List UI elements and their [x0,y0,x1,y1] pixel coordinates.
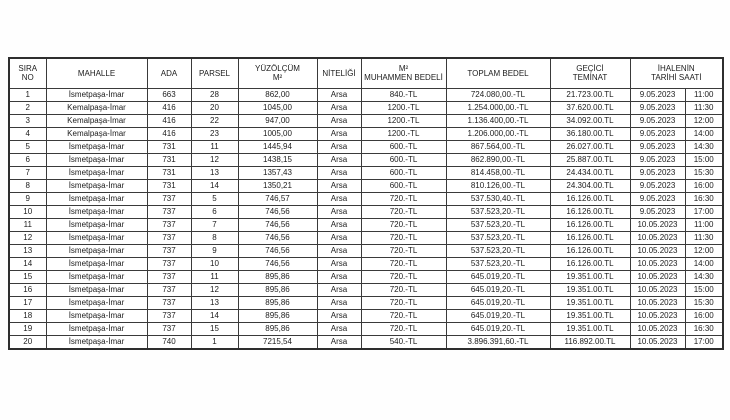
cell-yuzolcum-m2: 746,56 [238,257,317,270]
cell-sira-no: 6 [9,153,46,166]
cell-parsel: 13 [191,166,238,179]
cell-niteligi: Arsa [317,322,361,335]
cell-ihale-tarihi: 10.05.2023 [630,296,685,309]
cell-mahalle: Kemalpaşa-İmar [46,114,147,127]
cell-m2-muhammen-bedeli: 600.-TL [361,179,446,192]
cell-yuzolcum-m2: 895,86 [238,309,317,322]
cell-niteligi: Arsa [317,257,361,270]
cell-gecici-teminat: 19.351.00.TL [550,296,630,309]
cell-gecici-teminat: 16.126.00.TL [550,218,630,231]
cell-m2-muhammen-bedeli: 600.-TL [361,166,446,179]
cell-mahalle: İsmetpaşa-İmar [46,296,147,309]
header-toplam-bedel: TOPLAM BEDEL [446,58,550,88]
cell-ada: 737 [147,296,191,309]
cell-parsel: 15 [191,322,238,335]
cell-sira-no: 1 [9,88,46,101]
cell-ihale-saati: 16:30 [685,192,723,205]
table-row [9,101,723,114]
cell-ada: 740 [147,335,191,349]
cell-ihale-saati: 15:30 [685,296,723,309]
cell-m2-muhammen-bedeli: 720.-TL [361,296,446,309]
cell-ihale-tarihi: 10.05.2023 [630,218,685,231]
cell-m2-muhammen-bedeli: 720.-TL [361,283,446,296]
cell-sira-no: 14 [9,257,46,270]
table-row [9,218,723,231]
cell-yuzolcum-m2: 947,00 [238,114,317,127]
cell-toplam-bedel: 862.890,00.-TL [446,153,550,166]
cell-toplam-bedel: 645.019,20.-TL [446,309,550,322]
cell-ihale-saati: 11:30 [685,101,723,114]
cell-m2-muhammen-bedeli: 1200.-TL [361,127,446,140]
cell-ihale-tarihi: 10.05.2023 [630,309,685,322]
cell-yuzolcum-m2: 7215,54 [238,335,317,349]
cell-toplam-bedel: 645.019,20.-TL [446,270,550,283]
cell-mahalle: İsmetpaşa-İmar [46,205,147,218]
cell-m2-muhammen-bedeli: 720.-TL [361,231,446,244]
cell-ihale-saati: 15:00 [685,153,723,166]
cell-parsel: 22 [191,114,238,127]
cell-ada: 731 [147,179,191,192]
cell-gecici-teminat: 36.180.00.TL [550,127,630,140]
cell-mahalle: İsmetpaşa-İmar [46,335,147,349]
cell-niteligi: Arsa [317,218,361,231]
cell-ihale-saati: 17:00 [685,335,723,349]
cell-m2-muhammen-bedeli: 720.-TL [361,192,446,205]
cell-ihale-saati: 15:00 [685,283,723,296]
cell-gecici-teminat: 16.126.00.TL [550,205,630,218]
header-mahalle: MAHALLE [46,58,147,88]
cell-mahalle: İsmetpaşa-İmar [46,257,147,270]
cell-ihale-tarihi: 10.05.2023 [630,257,685,270]
cell-parsel: 12 [191,283,238,296]
cell-ihale-saati: 17:00 [685,205,723,218]
cell-ada: 416 [147,101,191,114]
cell-mahalle: Kemalpaşa-İmar [46,127,147,140]
cell-yuzolcum-m2: 895,86 [238,270,317,283]
cell-ada: 737 [147,231,191,244]
auction-table [8,57,724,350]
cell-m2-muhammen-bedeli: 540.-TL [361,335,446,349]
cell-niteligi: Arsa [317,179,361,192]
cell-gecici-teminat: 16.126.00.TL [550,192,630,205]
cell-ada: 737 [147,309,191,322]
cell-yuzolcum-m2: 1438,15 [238,153,317,166]
cell-ada: 416 [147,127,191,140]
cell-gecici-teminat: 19.351.00.TL [550,270,630,283]
cell-yuzolcum-m2: 746,57 [238,192,317,205]
table-body [9,88,723,349]
cell-toplam-bedel: 867.564,00.-TL [446,140,550,153]
cell-niteligi: Arsa [317,335,361,349]
table-head [9,58,723,88]
cell-m2-muhammen-bedeli: 600.-TL [361,153,446,166]
cell-ihale-saati: 14:00 [685,257,723,270]
cell-mahalle: İsmetpaşa-İmar [46,166,147,179]
table-header-row [9,58,723,88]
cell-ihale-tarihi: 9.05.2023 [630,166,685,179]
cell-mahalle: İsmetpaşa-İmar [46,179,147,192]
cell-yuzolcum-m2: 895,86 [238,283,317,296]
cell-gecici-teminat: 19.351.00.TL [550,309,630,322]
cell-ihale-saati: 11:00 [685,218,723,231]
cell-yuzolcum-m2: 895,86 [238,296,317,309]
cell-niteligi: Arsa [317,153,361,166]
cell-sira-no: 13 [9,244,46,257]
cell-sira-no: 3 [9,114,46,127]
cell-mahalle: İsmetpaşa-İmar [46,270,147,283]
cell-parsel: 1 [191,335,238,349]
cell-m2-muhammen-bedeli: 1200.-TL [361,101,446,114]
table-row [9,296,723,309]
cell-mahalle: İsmetpaşa-İmar [46,218,147,231]
cell-mahalle: İsmetpaşa-İmar [46,192,147,205]
cell-gecici-teminat: 116.892.00.TL [550,335,630,349]
cell-ihale-tarihi: 9.05.2023 [630,127,685,140]
cell-yuzolcum-m2: 1350,21 [238,179,317,192]
cell-ihale-saati: 11:30 [685,231,723,244]
cell-ihale-tarihi: 10.05.2023 [630,322,685,335]
cell-mahalle: İsmetpaşa-İmar [46,244,147,257]
cell-toplam-bedel: 1.206.000,00.-TL [446,127,550,140]
cell-ada: 737 [147,257,191,270]
cell-m2-muhammen-bedeli: 720.-TL [361,270,446,283]
header-parsel: PARSEL [191,58,238,88]
cell-sira-no: 17 [9,296,46,309]
cell-parsel: 14 [191,309,238,322]
table-row [9,270,723,283]
cell-niteligi: Arsa [317,166,361,179]
cell-yuzolcum-m2: 895,86 [238,322,317,335]
table-row [9,140,723,153]
cell-mahalle: İsmetpaşa-İmar [46,153,147,166]
cell-niteligi: Arsa [317,283,361,296]
cell-gecici-teminat: 19.351.00.TL [550,283,630,296]
table-row [9,179,723,192]
cell-ihale-tarihi: 9.05.2023 [630,101,685,114]
cell-ihale-tarihi: 9.05.2023 [630,88,685,101]
cell-ada: 731 [147,166,191,179]
cell-parsel: 12 [191,153,238,166]
cell-ihale-tarihi: 9.05.2023 [630,114,685,127]
table-row [9,127,723,140]
cell-ihale-tarihi: 9.05.2023 [630,179,685,192]
table-row [9,322,723,335]
header-m2-muhammen-bedeli: M² MUHAMMEN BEDELİ [361,58,446,88]
cell-ihale-saati: 12:00 [685,114,723,127]
cell-m2-muhammen-bedeli: 1200.-TL [361,114,446,127]
cell-toplam-bedel: 537.523,20.-TL [446,231,550,244]
cell-m2-muhammen-bedeli: 720.-TL [361,322,446,335]
table-row [9,205,723,218]
cell-toplam-bedel: 645.019,20.-TL [446,322,550,335]
cell-yuzolcum-m2: 1357,43 [238,166,317,179]
cell-sira-no: 2 [9,101,46,114]
cell-niteligi: Arsa [317,231,361,244]
cell-parsel: 20 [191,101,238,114]
cell-ihale-tarihi: 9.05.2023 [630,153,685,166]
cell-ada: 416 [147,114,191,127]
cell-m2-muhammen-bedeli: 720.-TL [361,218,446,231]
cell-niteligi: Arsa [317,270,361,283]
table-row [9,114,723,127]
cell-ihale-tarihi: 10.05.2023 [630,335,685,349]
cell-ihale-saati: 11:00 [685,88,723,101]
cell-gecici-teminat: 16.126.00.TL [550,231,630,244]
table-row [9,309,723,322]
cell-ada: 731 [147,140,191,153]
cell-mahalle: Kemalpaşa-İmar [46,101,147,114]
cell-yuzolcum-m2: 1045,00 [238,101,317,114]
cell-ihale-saati: 14:00 [685,127,723,140]
cell-toplam-bedel: 537.523,20.-TL [446,244,550,257]
cell-toplam-bedel: 537.523,20.-TL [446,257,550,270]
cell-gecici-teminat: 16.126.00.TL [550,244,630,257]
cell-parsel: 5 [191,192,238,205]
cell-sira-no: 8 [9,179,46,192]
cell-mahalle: İsmetpaşa-İmar [46,309,147,322]
table-row [9,88,723,101]
cell-mahalle: İsmetpaşa-İmar [46,231,147,244]
cell-ihale-saati: 16:00 [685,179,723,192]
cell-gecici-teminat: 24.434.00.TL [550,166,630,179]
cell-parsel: 7 [191,218,238,231]
table-row [9,257,723,270]
cell-niteligi: Arsa [317,192,361,205]
cell-parsel: 6 [191,205,238,218]
cell-parsel: 11 [191,270,238,283]
cell-yuzolcum-m2: 746,56 [238,205,317,218]
cell-toplam-bedel: 724.080,00.-TL [446,88,550,101]
header-gecici-teminat: GEÇİCİ TEMİNAT [550,58,630,88]
cell-m2-muhammen-bedeli: 720.-TL [361,257,446,270]
cell-ihale-saati: 15:30 [685,166,723,179]
cell-toplam-bedel: 537.530,40.-TL [446,192,550,205]
cell-sira-no: 12 [9,231,46,244]
cell-parsel: 28 [191,88,238,101]
cell-yuzolcum-m2: 862,00 [238,88,317,101]
cell-ada: 737 [147,192,191,205]
cell-ada: 737 [147,218,191,231]
cell-toplam-bedel: 537.523,20.-TL [446,205,550,218]
cell-gecici-teminat: 21.723.00.TL [550,88,630,101]
table-row [9,335,723,349]
header-sira-no: SIRA NO [9,58,46,88]
table-row [9,283,723,296]
cell-sira-no: 20 [9,335,46,349]
cell-yuzolcum-m2: 1005,00 [238,127,317,140]
cell-m2-muhammen-bedeli: 720.-TL [361,205,446,218]
cell-m2-muhammen-bedeli: 720.-TL [361,244,446,257]
cell-sira-no: 18 [9,309,46,322]
cell-gecici-teminat: 19.351.00.TL [550,322,630,335]
cell-toplam-bedel: 645.019,20.-TL [446,296,550,309]
cell-mahalle: İsmetpaşa-İmar [46,283,147,296]
table-row [9,244,723,257]
cell-ihale-tarihi: 10.05.2023 [630,244,685,257]
table-row [9,153,723,166]
header-ada: ADA [147,58,191,88]
table-row [9,231,723,244]
cell-toplam-bedel: 3.896.391,60.-TL [446,335,550,349]
cell-m2-muhammen-bedeli: 840.-TL [361,88,446,101]
cell-mahalle: İsmetpaşa-İmar [46,140,147,153]
header-ihalenin-tarihi-saati: İHALENİN TARİHİ SAATİ [630,58,723,88]
cell-parsel: 10 [191,257,238,270]
cell-toplam-bedel: 1.136.400,00.-TL [446,114,550,127]
cell-niteligi: Arsa [317,140,361,153]
cell-sira-no: 16 [9,283,46,296]
cell-parsel: 8 [191,231,238,244]
cell-ada: 737 [147,283,191,296]
cell-parsel: 11 [191,140,238,153]
cell-gecici-teminat: 37.620.00.TL [550,101,630,114]
cell-ada: 731 [147,153,191,166]
cell-m2-muhammen-bedeli: 720.-TL [361,309,446,322]
cell-ihale-saati: 14:30 [685,270,723,283]
cell-sira-no: 4 [9,127,46,140]
cell-sira-no: 5 [9,140,46,153]
cell-parsel: 14 [191,179,238,192]
cell-sira-no: 11 [9,218,46,231]
cell-ihale-saati: 16:00 [685,309,723,322]
cell-mahalle: İsmetpaşa-İmar [46,88,147,101]
cell-sira-no: 10 [9,205,46,218]
cell-niteligi: Arsa [317,296,361,309]
cell-gecici-teminat: 24.304.00.TL [550,179,630,192]
cell-yuzolcum-m2: 746,56 [238,244,317,257]
cell-ada: 663 [147,88,191,101]
cell-niteligi: Arsa [317,244,361,257]
cell-ada: 737 [147,270,191,283]
cell-yuzolcum-m2: 746,56 [238,231,317,244]
cell-parsel: 9 [191,244,238,257]
cell-niteligi: Arsa [317,205,361,218]
cell-ihale-saati: 16:30 [685,322,723,335]
header-yuzolcum-m2: YÜZÖLÇÜM M² [238,58,317,88]
table-row [9,192,723,205]
cell-ihale-tarihi: 10.05.2023 [630,231,685,244]
cell-ihale-saati: 14:30 [685,140,723,153]
cell-ihale-tarihi: 9.05.2023 [630,140,685,153]
header-niteligi: NİTELİĞİ [317,58,361,88]
cell-sira-no: 9 [9,192,46,205]
cell-ihale-saati: 12:00 [685,244,723,257]
cell-ada: 737 [147,205,191,218]
cell-ihale-tarihi: 10.05.2023 [630,270,685,283]
cell-gecici-teminat: 26.027.00.TL [550,140,630,153]
table-row [9,166,723,179]
cell-ada: 737 [147,244,191,257]
cell-niteligi: Arsa [317,101,361,114]
cell-ihale-tarihi: 10.05.2023 [630,283,685,296]
cell-niteligi: Arsa [317,309,361,322]
cell-yuzolcum-m2: 1445,94 [238,140,317,153]
cell-gecici-teminat: 25.887.00.TL [550,153,630,166]
cell-toplam-bedel: 810.126,00.-TL [446,179,550,192]
cell-toplam-bedel: 645.019,20.-TL [446,283,550,296]
cell-yuzolcum-m2: 746,56 [238,218,317,231]
cell-mahalle: İsmetpaşa-İmar [46,322,147,335]
cell-sira-no: 15 [9,270,46,283]
cell-toplam-bedel: 814.458,00.-TL [446,166,550,179]
cell-m2-muhammen-bedeli: 600.-TL [361,140,446,153]
cell-toplam-bedel: 537.523,20.-TL [446,218,550,231]
cell-sira-no: 7 [9,166,46,179]
cell-parsel: 13 [191,296,238,309]
cell-gecici-teminat: 34.092.00.TL [550,114,630,127]
cell-sira-no: 19 [9,322,46,335]
cell-niteligi: Arsa [317,88,361,101]
cell-toplam-bedel: 1.254.000,00.-TL [446,101,550,114]
cell-ihale-tarihi: 9.05.2023 [630,192,685,205]
cell-parsel: 23 [191,127,238,140]
cell-niteligi: Arsa [317,114,361,127]
cell-niteligi: Arsa [317,127,361,140]
cell-ada: 737 [147,322,191,335]
cell-gecici-teminat: 16.126.00.TL [550,257,630,270]
cell-ihale-tarihi: 9.05.2023 [630,205,685,218]
